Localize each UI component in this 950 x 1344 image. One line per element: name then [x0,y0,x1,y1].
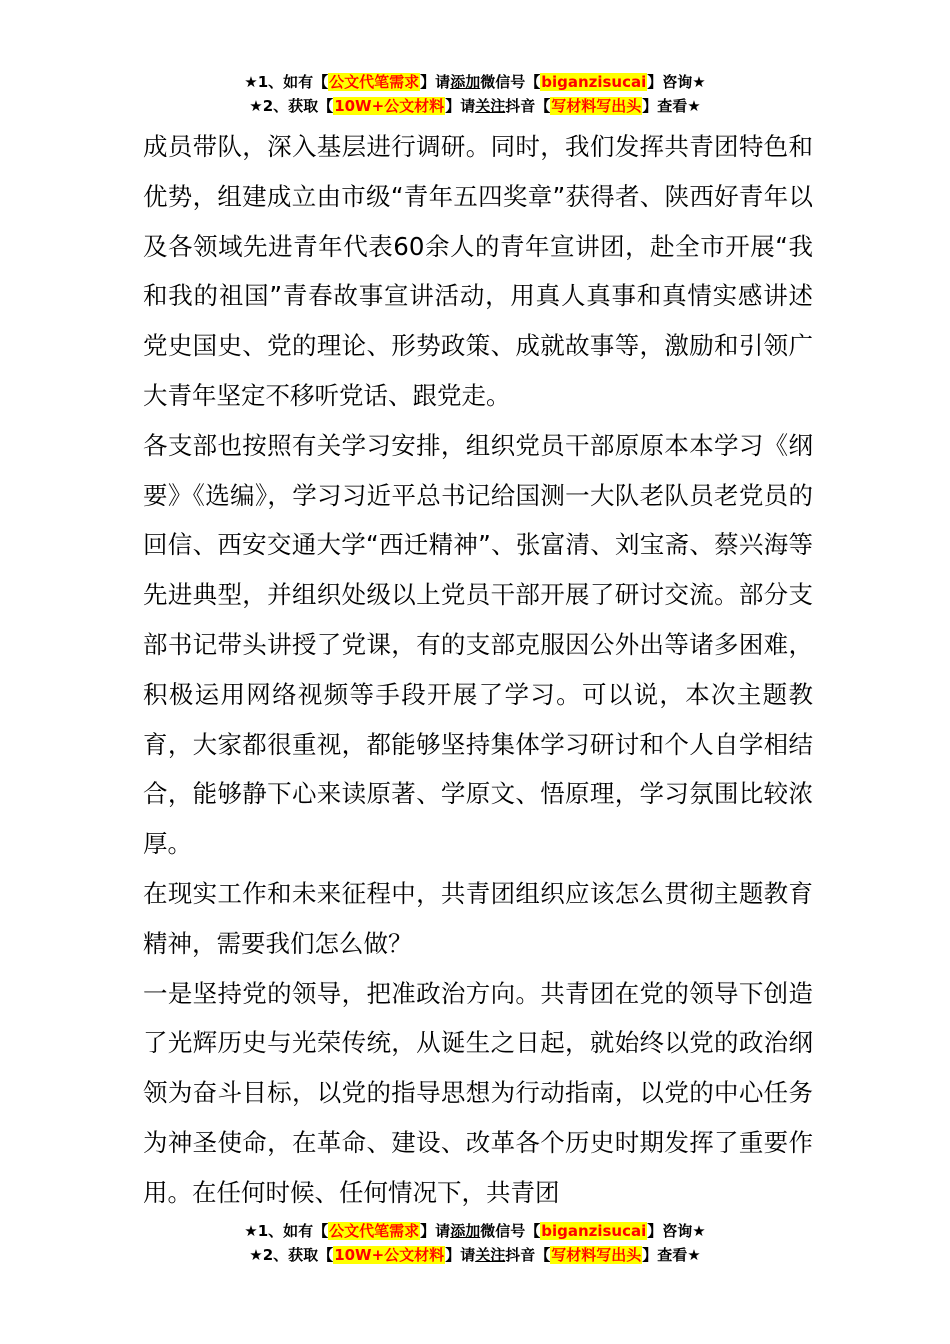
footer-line-2-suffix: 】查看★ [642,1246,701,1264]
banner-line-1-mid-2: 微信号【 [480,73,541,91]
banner-line-1-emphasis: 添加 [450,73,481,91]
footer-banner [0,1219,950,1267]
banner-line-1-mid-1: 】请 [420,73,451,91]
banner-line-2-mid-1: 】请 [445,97,476,115]
banner-line-2-suffix: 】查看★ [642,97,701,115]
banner-line-1-highlight-1: 公文代笔需求 [329,73,420,91]
footer-line-2-emphasis: 关注 [475,1246,506,1264]
footer-line-1-highlight-1: 公文代笔需求 [329,1222,420,1240]
body-paragraph-2: 各支部也按照有关学习安排，组织党员干部原原本本学习《纲要》《选编》，学习习近平总书记给国测一大队老队员老党员的回信、西安交通大学“西迁精神”、张富清、刘宝斋、蔡兴海等先进典型，并组织处级以上党员干部开展了研讨交流。部分支部书记带头讲授了党课，有的支部克服因公外出等诸多困难，积极运用网络视频等手段开展了学习。可以说，本次主题教育，大家都很重视，都能够坚持集体学习研讨和个人自学相结合，能够静下心来读原著、学原文、悟原理，学习氛围比较浓厚。 [143,430,813,859]
footer-line-1-prefix: ★1、如有【 [244,1222,329,1240]
footer-line-2-mid-1: 】请 [445,1246,476,1264]
header-banner [0,70,950,118]
footer-line-1-suffix: 】咨询★ [647,1222,706,1240]
banner-line-1 [0,70,950,94]
footer-line-1-emphasis: 添加 [450,1222,481,1240]
banner-line-2-prefix: ★2、获取【 [249,97,334,115]
banner-line-1-suffix: 】咨询★ [647,73,706,91]
footer-line-1-highlight-2: biganzisucai [541,1222,647,1240]
body-paragraph-3: 在现实工作和未来征程中，共青团组织应该怎么贯彻主题教育精神，需要我们怎么做？ [143,878,813,958]
banner-line-2 [0,94,950,118]
banner-line-2-highlight-1: 10W+公文材料 [334,97,445,115]
footer-line-2-mid-2: 抖音【 [505,1246,551,1264]
footer-banner-line-1 [0,1219,950,1243]
document-body [143,122,813,1218]
footer-line-1-mid-1: 】请 [420,1222,451,1240]
banner-line-2-emphasis: 关注 [475,97,506,115]
banner-line-1-prefix: ★1、如有【 [244,73,329,91]
banner-line-2-highlight-2: 写材料写出头 [551,97,642,115]
footer-line-2-highlight-2: 写材料写出头 [551,1246,642,1264]
banner-line-1-highlight-2: biganzisucai [541,73,647,91]
footer-banner-line-2 [0,1243,950,1267]
body-paragraph-4: 一是坚持党的领导，把准政治方向。共青团在党的领导下创造了光辉历史与光荣传统，从诞生之日起，就始终以党的政治纲领为奋斗目标，以党的指导思想为行动指南，以党的中心任务为神圣使命，在革命、建设、改革各个历史时期发挥了重要作用。在任何时候、任何情况下，共青团 [143,978,813,1207]
footer-line-2-prefix: ★2、获取【 [249,1246,334,1264]
banner-line-2-mid-2: 抖音【 [505,97,551,115]
footer-line-2-highlight-1: 10W+公文材料 [334,1246,445,1264]
body-paragraph-1: 成员带队，深入基层进行调研。同时，我们发挥共青团特色和优势，组建成立由市级“青年五四奖章”获得者、陕西好青年以及各领域先进青年代表60余人的青年宣讲团，赴全市开展“我和我的祖国”青春故事宣讲活动，用真人真事和真情实感讲述党史国史、党的理论、形势政策、成就故事等，激励和引领广大青年坚定不移听党话、跟党走。 [143,132,813,410]
footer-line-1-mid-2: 微信号【 [480,1222,541,1240]
